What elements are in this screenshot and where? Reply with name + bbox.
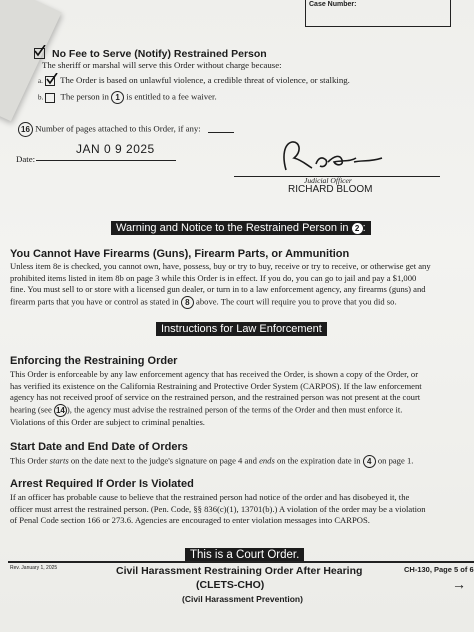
firearms-line: fine. You must sell to or store with a licensed gun dealer, or turn in to a law enforcement agency, any firearms (guns) and	[10, 284, 426, 295]
item-ref-circle: 14	[54, 404, 67, 417]
firearms-line-post: above. The court will require you to prove that you did so.	[196, 296, 397, 307]
footer-rule	[8, 561, 474, 563]
form-title: Civil Harassment Restraining Order After Hearing	[116, 565, 363, 577]
date-value: JAN 0 9 2025	[76, 142, 155, 156]
dates-body	[10, 455, 468, 468]
enforcing-line: agency has not received proof of service on the restrained person, and the restrained person was not present at the court	[10, 392, 421, 403]
arrest-line: If an officer has probable cause to believe that the restrained person had notice of the order and has disobeyed it, the	[10, 492, 410, 502]
item-b-letter: b.	[38, 93, 44, 102]
item-a-checkbox[interactable]	[45, 76, 55, 86]
revision-date: Rev. January 1, 2025	[10, 565, 58, 571]
section-16	[18, 122, 201, 137]
dates-text: on the expiration date in	[274, 455, 361, 466]
section-15-title: No Fee to Serve (Notify) Restrained Person	[52, 48, 267, 60]
firearms-line	[10, 296, 468, 309]
check-mark-icon	[34, 45, 46, 57]
dates-starts: starts	[49, 455, 69, 466]
next-page-arrow-icon: →	[452, 576, 466, 592]
firearms-line-pre: firearm parts that you have or control as stated in	[10, 296, 179, 307]
section-15-intro: The sheriff or marshal will serve this Order without charge because:	[42, 60, 282, 70]
item-b-checkbox[interactable]	[45, 93, 55, 103]
enforcing-heading: Enforcing the Restraining Order	[10, 355, 178, 367]
arrest-heading: Arrest Required If Order Is Violated	[10, 478, 194, 490]
firearms-line: Unless item 8e is checked, you cannot own, have, possess, buy or try to buy, receive or try to receive, or otherwise get any	[10, 261, 431, 271]
firearms-heading: You Cannot Have Firearms (Guns), Firearm Parts, or Ammunition	[10, 248, 350, 260]
warning-banner-text: Warning and Notice to the Restrained Person in	[116, 222, 349, 234]
date-label: Date:	[16, 154, 36, 164]
enforcing-line-pre: hearing (see	[10, 404, 52, 415]
arrest-line: of Penal Code section 166 or 273.6. Agencies are encouraged to enter violation messages into CARPOS.	[10, 515, 370, 526]
arrest-line: officer must arrest the restrained person. (Pen. Code, §§ 836(c)(1), 13701(b).) A violation of the order may be a violation	[10, 503, 426, 514]
item-b-text-post: is entitled to a fee waiver.	[126, 91, 217, 102]
warning-banner-number: 2	[352, 223, 363, 234]
judicial-officer-name: RICHARD BLOOM	[288, 184, 373, 195]
enforcing-body	[10, 369, 468, 428]
check-mark-icon	[46, 73, 58, 85]
dates-text: on the date next to the judge's signature on page 4 and	[68, 455, 260, 466]
law-enforcement-banner: Instructions for Law Enforcement	[156, 322, 327, 336]
dates-text: on page 1.	[377, 455, 414, 466]
form-subtitle: (CLETS-CHO)	[196, 579, 265, 591]
firearms-body	[10, 261, 468, 309]
form-subtitle-2: (Civil Harassment Prevention)	[182, 594, 303, 604]
dates-ends: ends	[259, 455, 275, 466]
item-ref-circle: 1	[111, 91, 124, 104]
enforcing-line: has verified its existence on the California Restraining and Protective Order System (CARPOS). If the law enforcement	[10, 380, 422, 391]
item-a-letter: a.	[38, 77, 43, 85]
dates-heading: Start Date and End Date of Orders	[10, 441, 188, 453]
warning-banner	[111, 221, 371, 235]
case-number-label: Case Number:	[309, 1, 357, 8]
case-number-box	[305, 0, 451, 27]
enforcing-line	[10, 404, 468, 417]
item-ref-circle: 4	[363, 455, 376, 468]
section-15-item-a	[38, 75, 350, 86]
form-page-id: CH-130, Page 5 of 6	[404, 565, 474, 574]
warning-banner-suffix: :	[362, 222, 366, 234]
enforcing-line-post: ), the agency must advise the restrained person of the terms of the Order and then must enforce it.	[66, 404, 403, 415]
judge-signature-icon	[272, 136, 392, 180]
section-15-item-b	[38, 91, 217, 104]
item-b-text-pre: The person in	[60, 91, 109, 102]
section-16-number: 16	[18, 122, 33, 137]
section-16-text: Number of pages attached to this Order, if any:	[35, 123, 201, 134]
pages-attached-line	[208, 132, 234, 133]
court-order-banner: This is a Court Order.	[185, 548, 304, 562]
section-15-checkbox[interactable]	[34, 48, 45, 59]
item-ref-circle: 8	[181, 296, 194, 309]
arrest-body	[10, 492, 468, 527]
dates-text: This Order	[10, 455, 50, 466]
item-a-text: The Order is based on unlawful violence, a credible threat of violence, or stalking.	[60, 75, 350, 85]
firearms-line: prohibited items listed in item 8b on page 3 while this Order is in effect. If you do, you can go to jail and pay a $1,000	[10, 272, 417, 283]
judicial-officer-title: Judicial Officer	[304, 176, 352, 185]
date-line	[36, 160, 176, 161]
enforcing-line: This Order is enforceable by any law enforcement agency that has received the Order, is shown a copy of the Order, or	[10, 369, 419, 379]
enforcing-line: Violations of this Order are subject to criminal penalties.	[10, 416, 205, 427]
